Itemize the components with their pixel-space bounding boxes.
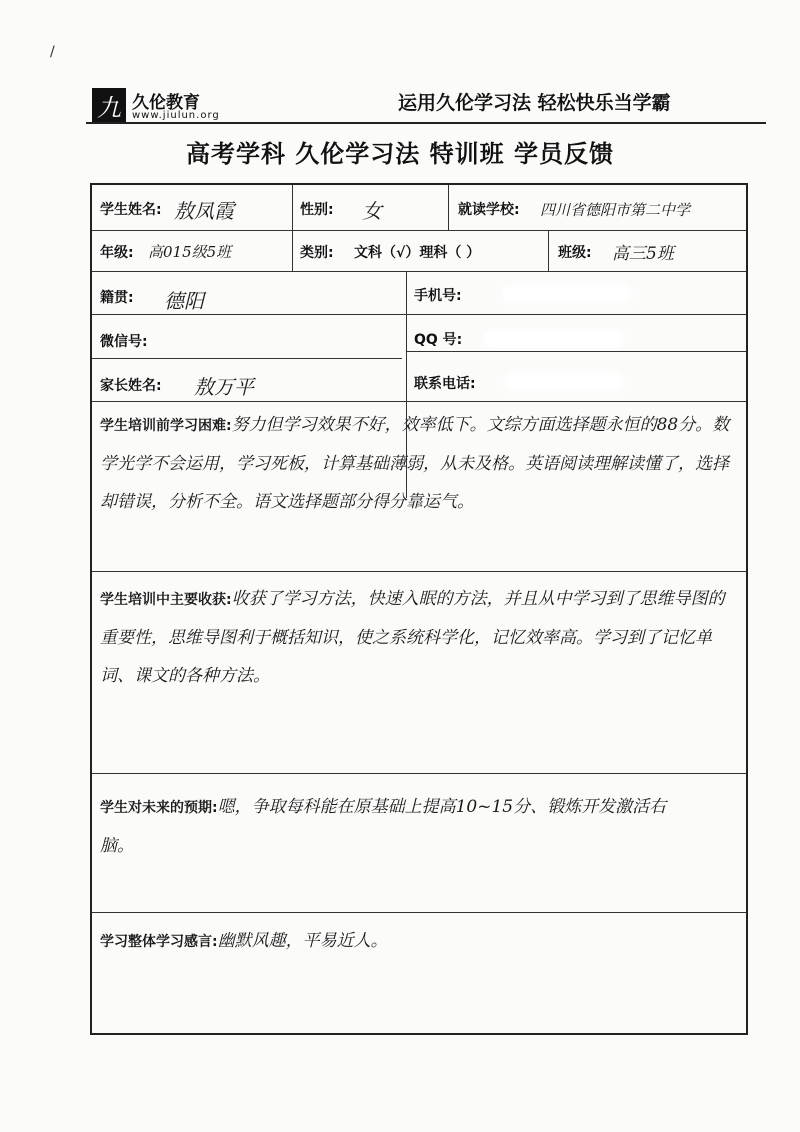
brand-name: 久伦教育 [132, 93, 200, 113]
gender-label: 性别: [300, 202, 334, 218]
brand-url: www.jiulun.org [132, 110, 220, 121]
contact-label: 联系电话: [414, 376, 476, 392]
row-divider [92, 912, 746, 913]
redacted-phone [502, 285, 632, 303]
overall-section [100, 922, 740, 961]
row-divider [92, 230, 746, 231]
gender-value: 女 [362, 199, 382, 223]
overall-text: 幽默风趣，平易近人。 [217, 931, 388, 951]
category-label: 类别: [300, 245, 334, 261]
hometown-label: 籍贯: [100, 290, 134, 306]
redacted-qq [484, 330, 624, 348]
feedback-form [90, 183, 748, 1035]
parent-value: 敖万平 [194, 375, 254, 399]
row-divider [92, 401, 746, 402]
qq-label: QQ 号: [414, 332, 463, 348]
slogan: 运用久伦学习法 轻松快乐当学霸 [398, 92, 671, 114]
row-divider [92, 271, 746, 272]
gains-text: 收获了学习方法，快速入眠的方法，并且从中学习到了思维导图的重要性，思维导图利于概括知识，使之系统科学化，记忆效率高。学习到了记忆单词、课文的各种方法。 [100, 589, 725, 686]
redacted-contact [504, 373, 624, 391]
school-label: 就读学校: [458, 202, 520, 218]
gains-label: 学生培训中主要收获: [100, 592, 232, 608]
class-label: 班级: [558, 245, 592, 261]
row-divider [406, 351, 746, 352]
header-divider [86, 122, 766, 124]
cell-divider [292, 185, 293, 230]
phone-label: 手机号: [414, 288, 462, 304]
row-divider [92, 358, 402, 359]
cell-divider [292, 230, 293, 271]
margin-mark: / [50, 44, 55, 60]
row-divider [92, 773, 746, 774]
hometown-value: 德阳 [164, 289, 204, 313]
wechat-label: 微信号: [100, 334, 148, 350]
cell-divider [448, 185, 449, 230]
logo-icon: 九 [92, 88, 126, 122]
name-value: 敖凤霞 [174, 199, 234, 223]
difficulty-label: 学生培训前学习困难: [100, 418, 232, 434]
class-value: 高三5班 [612, 244, 674, 264]
name-label: 学生姓名: [100, 202, 162, 218]
expect-text: 嗯，争取每科能在原基础上提高10~15分、锻炼开发激活右脑。 [100, 797, 667, 856]
cell-divider [548, 230, 549, 271]
expect-section [100, 788, 700, 865]
grade-label: 年级: [100, 245, 134, 261]
page-title: 高考学科 久伦学习法 特训班 学员反馈 [185, 140, 615, 168]
row-divider [92, 314, 746, 315]
gains-section [100, 580, 740, 695]
difficulty-section [100, 406, 740, 521]
overall-label: 学习整体学习感言: [100, 934, 218, 950]
expect-label: 学生对未来的预期: [100, 800, 218, 816]
school-value: 四川省德阳市第二中学 [540, 201, 691, 219]
grade-value: 高015级5班 [148, 243, 232, 261]
row-divider [92, 571, 746, 572]
parent-label: 家长姓名: [100, 378, 162, 394]
category-options: 文科（√）理科（ ） [354, 245, 481, 261]
difficulty-text: 努力但学习效果不好，效率低下。文综方面选择题永恒的88分。数学光学不会运用，学习死板，计算基础薄弱，从未及格。英语阅读理解读懂了，选择却错误，分析不全。语文选择题部分得分靠运气。 [100, 415, 730, 512]
